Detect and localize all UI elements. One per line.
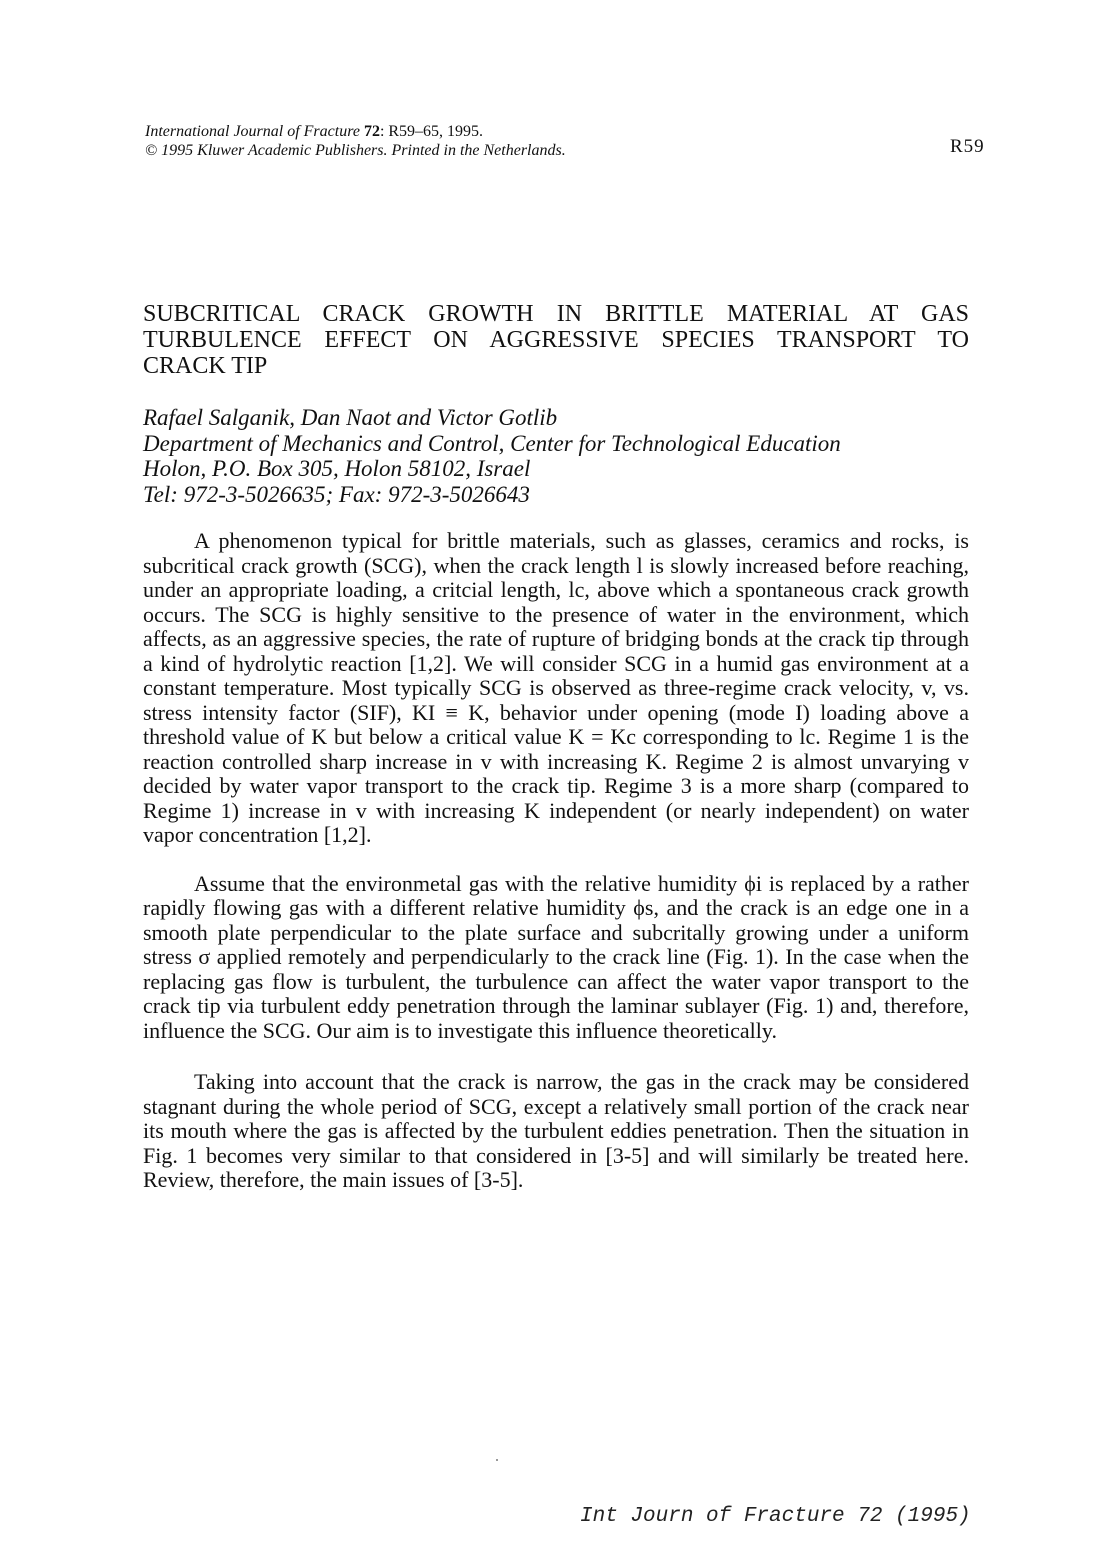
author-contact: Tel: 972-3-5026635; Fax: 972-3-5026643 [143,481,530,507]
title-line-2: TURBULENCE EFFECT ON AGGRESSIVE SPECIES TRANSPORT TO [143,327,969,353]
author-block [143,405,973,507]
title-line-1: SUBCRITICAL CRACK GROWTH IN BRITTLE MATERIAL AT GAS [143,301,969,327]
paper-title [143,301,969,379]
author-names: Rafael Salganik, Dan Naot and Victor Gotlib [143,405,558,430]
journal-pages-year: : R59–65, 1995. [379,123,484,140]
page-number: R59 [950,136,985,157]
journal-volume: 72 [363,123,380,140]
title-line-3: CRACK TIP [143,353,268,379]
author-department: Department of Mechanics and Control, Center for Technological Education [143,430,841,456]
paragraph-3: Taking into account that the crack is narrow, the gas in the crack may be considered stagnant during the whole period of SCG, except a relatively small portion of the crack near its mouth where the gas is affected by the turbulent eddies penetration. Then the situation in Fig. 1 becomes very similar to that considered in [3-5] and will similarly be treated here. Review, therefore, the main issues of [3-5]. [143,1069,969,1192]
journal-header [145,122,990,160]
paragraph-1: A phenomenon typical for brittle materials, such as glasses, ceramics and rocks, is subcritical crack growth (SCG), when the crack length l is slowly increased before reaching, under an appropriate loading, a critcial length, lc, above which a spontaneous crack growth occurs. The SCG is highly sensitive to the presence of water in the environment, which affects, as an aggressive species, the rate of rupture of bridging bonds at the crack tip through a kind of hydrolytic reaction [1,2]. We will consider SCG in a humid gas environment at a constant temperature. Most typically SCG is observed as three-regime crack velocity, v, vs. stress intensity factor (SIF), KI ≡ K, behavior under opening (mode I) loading above a threshold value of K but below a critical value K = Kc corresponding to lc. Regime 1 is the reaction controlled sharp increase in v with increasing K. Regime 2 is almost unvarying v decided by water vapor transport to the crack tip. Regime 3 is a more sharp (compared to Regime 1) increase in v with increasing K independent (or nearly independent) on water vapor concentration [1,2]. [143,528,969,847]
copyright-line: © 1995 Kluwer Academic Publishers. Printed in the Netherlands. [145,142,566,159]
author-address: Holon, P.O. Box 305, Holon 58102, Israel [143,456,531,481]
journal-name: International Journal of Fracture [145,123,360,140]
page-footer: Int Journ of Fracture 72 (1995) [580,1505,971,1528]
journal-citation [145,122,990,141]
paper-body [143,529,969,1214]
paragraph-2: Assume that the environmetal gas with the relative humidity ϕi is replaced by a rather rapidly flowing gas with a different relative humidity ϕs, and the crack is an edge one in a smooth plate perpendicular to the plate surface and subcritally growing under a uniform stress σ applied remotely and perpendicularly to the crack line (Fig. 1). In the case when the replacing gas flow is turbulent, the turbulence can affect the water vapor transport to the crack tip via turbulent eddy penetration through the laminar sublayer (Fig. 1) and, therefore, influence the SCG. Our aim is to investigate this influence theoretically. [143,870,969,1043]
scan-speck [496,1459,498,1461]
